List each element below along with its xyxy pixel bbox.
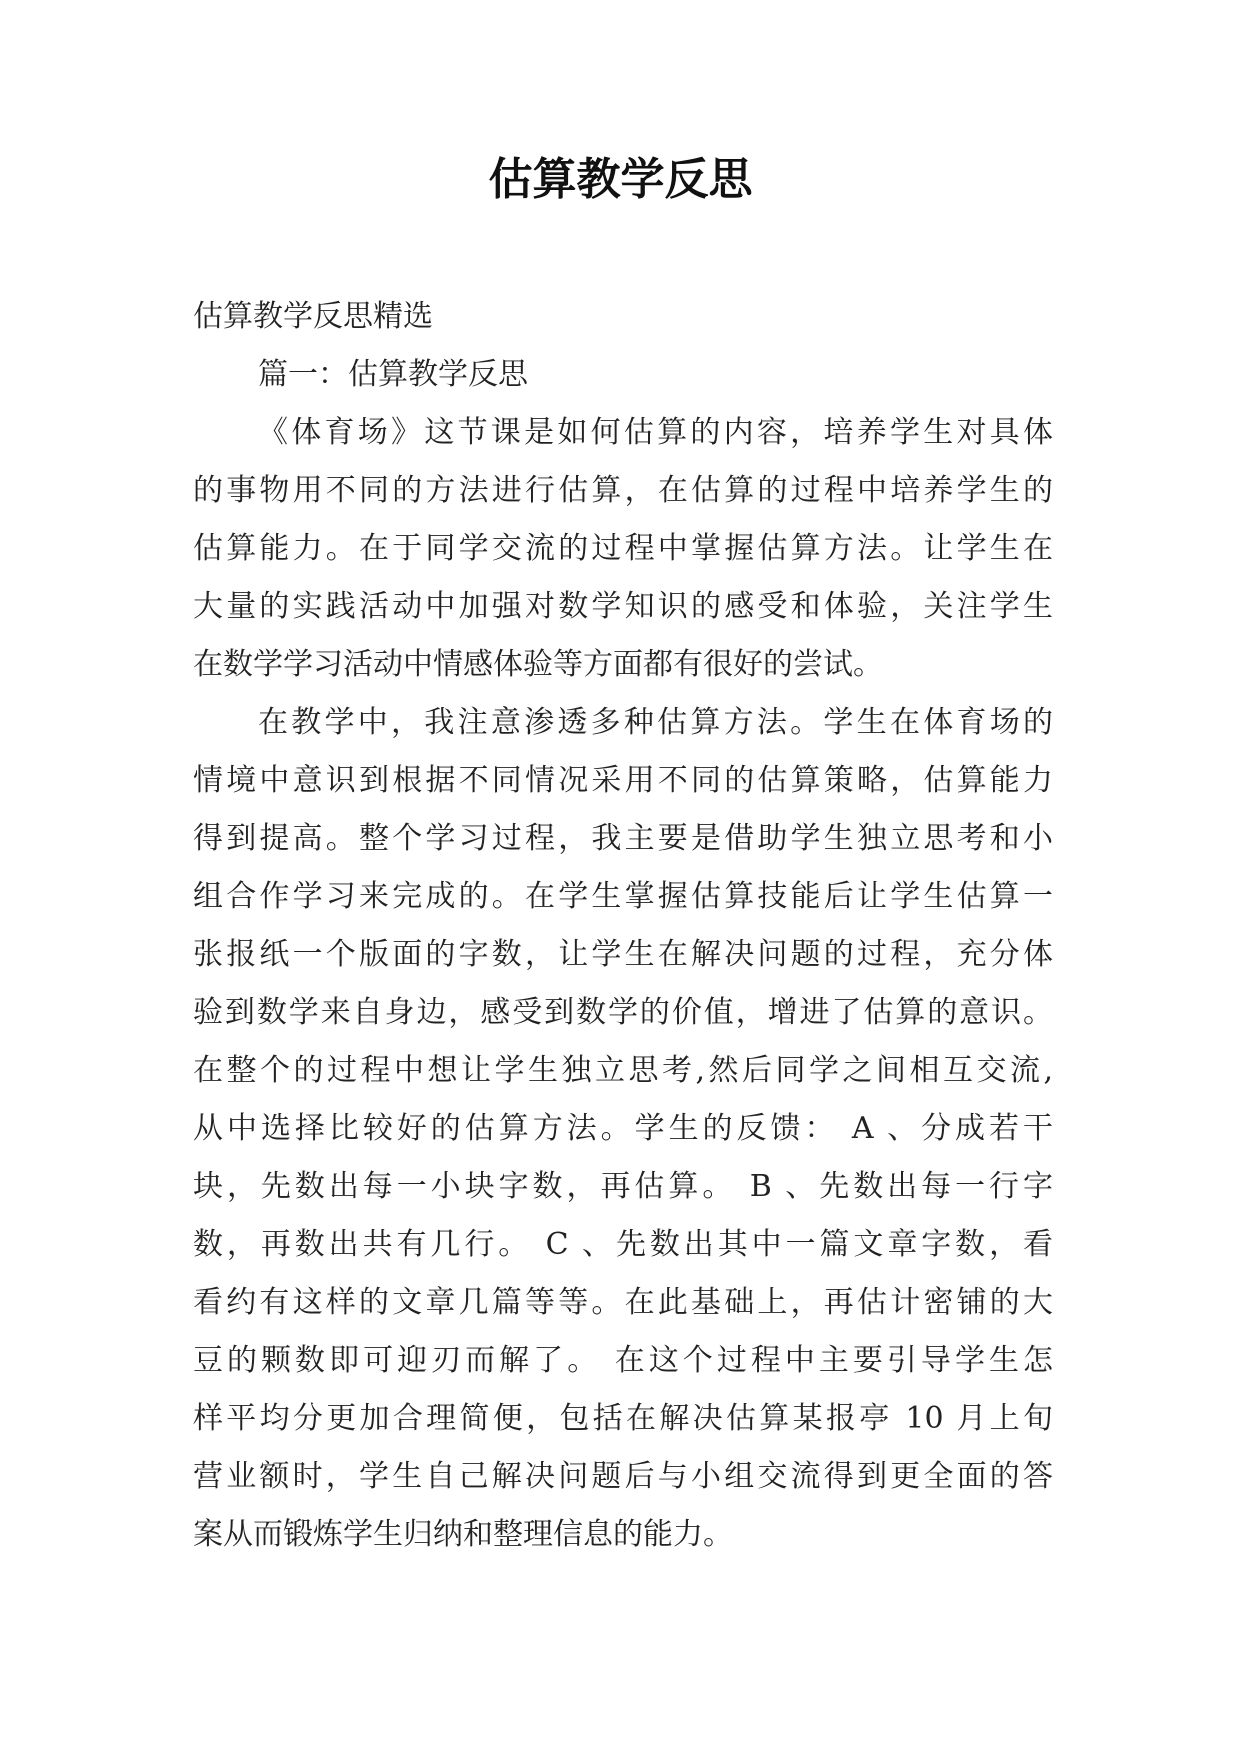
document-title: 估算教学反思	[488, 154, 753, 205]
paragraph-2-line: 块，先数出每一小块字数，再估算。 B 、先数出每一行字	[193, 1169, 1053, 1204]
paragraph-1-line: 在数学学习活动中情感体验等方面都有很好的尝试。	[193, 647, 883, 682]
paragraph-2-line: 营业额时，学生自己解决问题后与小组交流得到更全面的答	[193, 1459, 1053, 1494]
paragraph-2-line: 张报纸一个版面的字数，让学生在解决问题的过程，充分体	[193, 937, 1053, 972]
paragraph-1-line: 的事物用不同的方法进行估算，在估算的过程中培养学生的	[193, 473, 1053, 508]
paragraph-2-line: 得到提高。整个学习过程，我主要是借助学生独立思考和小	[193, 821, 1053, 856]
paragraph-2-line: 组合作学习来完成的。在学生掌握估算技能后让学生估算一	[193, 879, 1053, 914]
paragraph-2-line: 从中选择比较好的估算方法。学生的反馈： A 、分成若干	[193, 1111, 1053, 1146]
paragraph-2-line: 样平均分更加合理简便，包括在解决估算某报亭 10 月上旬	[193, 1401, 1053, 1436]
paragraph-2-line: 数，再数出共有几行。 C 、先数出其中一篇文章字数，看	[193, 1227, 1053, 1262]
paragraph-2-line: 情境中意识到根据不同情况采用不同的估算策略，估算能力	[193, 763, 1053, 798]
paragraph-1-line: 估算能力。在于同学交流的过程中掌握估算方法。让学生在	[193, 531, 1053, 566]
paragraph-2-line: 在整个的过程中想让学生独立思考,然后同学之间相互交流,	[193, 1053, 1053, 1088]
section-heading: 篇一：估算教学反思	[258, 357, 528, 392]
paragraph-1-line: 《体育场》这节课是如何估算的内容，培养学生对具体	[258, 415, 1053, 450]
paragraph-2-line: 豆的颗数即可迎刃而解了。 在这个过程中主要引导学生怎	[193, 1343, 1053, 1378]
document-subtitle: 估算教学反思精选	[193, 299, 433, 334]
paragraph-1-line: 大量的实践活动中加强对数学知识的感受和体验，关注学生	[193, 589, 1053, 624]
paragraph-2-line: 验到数学来自身边，感受到数学的价值，增进了估算的意识。	[193, 995, 1053, 1030]
paragraph-2-line: 案从而锻炼学生归纳和整理信息的能力。	[193, 1517, 733, 1552]
paragraph-2-line: 看约有这样的文章几篇等等。在此基础上，再估计密铺的大	[193, 1285, 1053, 1320]
paragraph-2-line: 在教学中，我注意渗透多种估算方法。学生在体育场的	[258, 705, 1053, 740]
